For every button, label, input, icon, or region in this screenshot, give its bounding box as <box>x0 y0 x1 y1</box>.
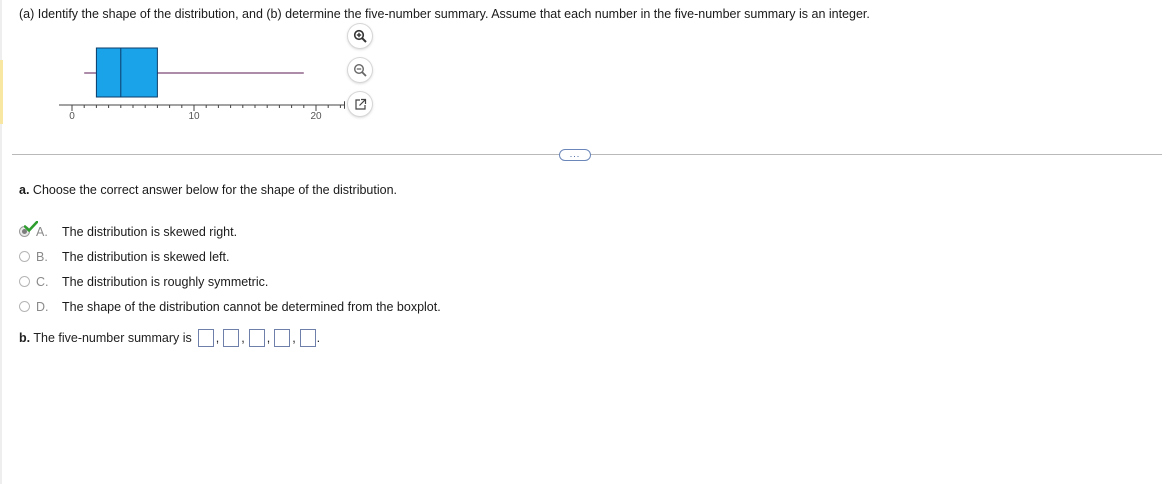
separator: , <box>215 331 220 345</box>
answer-input-q3[interactable] <box>274 329 290 347</box>
zoom-out-button[interactable] <box>348 58 372 82</box>
zoom-in-icon <box>353 29 367 43</box>
popout-button[interactable] <box>348 92 372 116</box>
zoom-in-button[interactable] <box>348 24 372 48</box>
separator: , <box>241 331 245 345</box>
more-button[interactable] <box>559 149 591 161</box>
part-a-prompt <box>19 183 397 197</box>
boxplot-ticks <box>72 105 340 111</box>
option-d-radio[interactable] <box>19 301 30 312</box>
axis-arrow-icon <box>344 101 345 109</box>
left-accent-bar <box>0 60 3 124</box>
terminator: . <box>316 331 321 345</box>
option-b[interactable] <box>19 244 441 269</box>
answer-input-min[interactable] <box>198 329 214 347</box>
option-d-text: The shape of the distribution cannot be determined from the boxplot. <box>62 299 441 314</box>
answer-options <box>19 219 441 319</box>
part-a-prompt-text: Choose the correct answer below for the shape of the distribution. <box>29 183 398 197</box>
option-a-letter: A. <box>36 224 48 239</box>
more-button-label: ... <box>569 148 581 159</box>
part-b-prompt <box>19 331 192 345</box>
part-b-prompt-text: The five-number summary is <box>30 331 192 345</box>
popout-icon <box>354 98 367 111</box>
option-c-letter: C. <box>36 274 49 289</box>
answer-input-q1[interactable] <box>223 329 239 347</box>
option-d[interactable] <box>19 294 441 319</box>
answer-input-median[interactable] <box>249 329 265 347</box>
part-b-label: b. <box>19 331 31 345</box>
checkmark-icon <box>24 221 38 232</box>
part-a-label: a. <box>19 183 30 197</box>
boxplot-box <box>96 48 157 97</box>
separator: , <box>292 331 296 345</box>
tick-label-10: 10 <box>188 111 200 122</box>
boxplot <box>55 38 345 128</box>
answer-input-max[interactable] <box>300 329 316 347</box>
tick-label-0: 0 <box>69 111 75 122</box>
part-b <box>19 329 320 347</box>
zoom-out-icon <box>353 63 367 77</box>
option-b-radio[interactable] <box>19 251 30 262</box>
separator: , <box>266 331 271 345</box>
option-c-text: The distribution is roughly symmetric. <box>62 274 269 289</box>
option-d-letter: D. <box>36 299 49 314</box>
option-c[interactable] <box>19 269 441 294</box>
option-c-radio[interactable] <box>19 276 30 287</box>
question-text: (a) Identify the shape of the distribution, and (b) determine the five-number summary. Assume that each number in the five-number summary is an integer. <box>19 7 870 21</box>
option-b-letter: B. <box>36 249 48 264</box>
option-a[interactable] <box>19 219 441 244</box>
option-a-text: The distribution is skewed right. <box>62 224 238 239</box>
option-b-text: The distribution is skewed left. <box>62 249 230 264</box>
tick-label-20: 20 <box>310 111 322 122</box>
